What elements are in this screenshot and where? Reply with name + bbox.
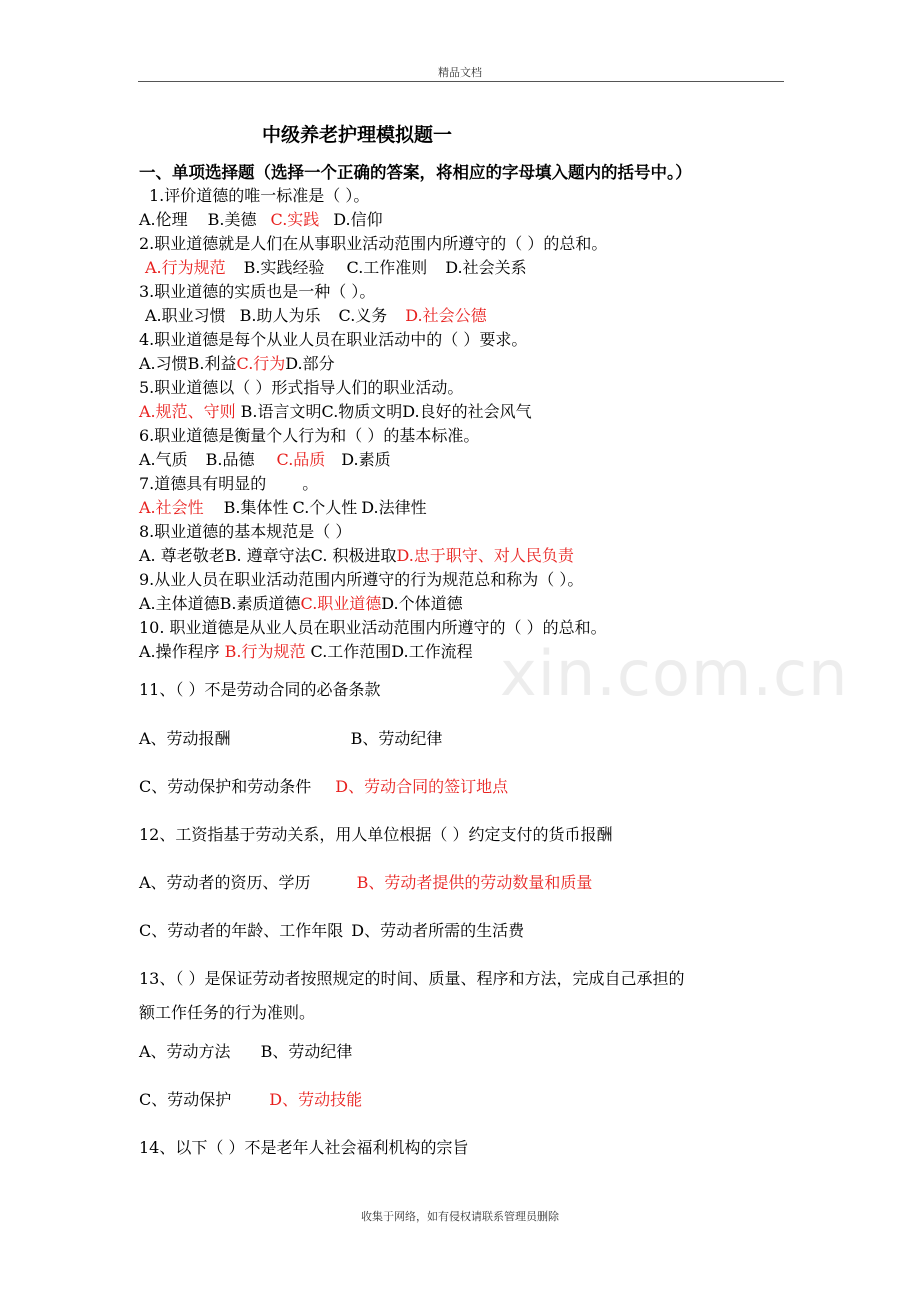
option-d: D.工作流程 [391, 642, 473, 661]
option-a: A.习惯 [139, 354, 188, 373]
option-c-answer: C.品质 [276, 450, 326, 469]
option-b-answer: B.行为规范 [224, 642, 306, 661]
option-d-answer: D.社会公德 [405, 306, 487, 325]
option-b: B. 遵章守法 [224, 546, 311, 565]
question-8-stem: 8.职业道德的基本规范是（ ） [139, 522, 352, 541]
question-7-stem: 7.道德具有明显的 。 [139, 474, 319, 493]
option-d: D、劳动者所需的生活费 [351, 921, 525, 940]
option-d: D.部分 [285, 354, 335, 373]
question-13-stem-continued: 额工作任务的行为准则。 [139, 1003, 316, 1022]
question-1-options [139, 210, 383, 230]
option-d: D.素质 [341, 450, 391, 469]
option-c: C、劳动者的年龄、工作年限 [139, 921, 344, 940]
question-13-options-ab [139, 1042, 352, 1062]
question-9-options [139, 594, 463, 614]
option-c-answer: C.职业道德 [300, 594, 382, 613]
option-d: D.法律性 [361, 498, 427, 517]
option-a-answer: A.规范、守则 [139, 402, 236, 421]
page-header: 精品文档 [438, 66, 482, 79]
question-12-options-cd [139, 921, 524, 941]
question-11-options-ab [139, 729, 442, 749]
question-4-options [139, 354, 335, 374]
question-9-stem: 9.从业人员在职业活动范围内所遵守的行为规范总和称为（ ）。 [139, 570, 584, 589]
option-c: C.物质文明 [321, 402, 403, 421]
option-d: D.良好的社会风气 [402, 402, 532, 421]
option-b-answer: B、劳动者提供的劳动数量和质量 [356, 873, 593, 892]
question-12-options-ab [139, 873, 592, 893]
question-6-options [139, 450, 391, 470]
option-b: B、劳动纪律 [350, 729, 443, 748]
option-d: D.社会关系 [445, 258, 527, 277]
option-c: C、劳动保护 [139, 1090, 232, 1109]
option-d-answer: D.忠于职守、对人民负责 [396, 546, 574, 565]
option-c: C、劳动保护和劳动条件 [139, 777, 312, 796]
question-10-options [139, 642, 473, 662]
question-5-options [139, 402, 532, 422]
option-b: B.利益 [187, 354, 237, 373]
option-b: B.语言文明 [240, 402, 322, 421]
option-b: B.美德 [207, 210, 257, 229]
question-4-stem: 4.职业道德是每个从业人员在职业活动中的（ ）要求。 [139, 330, 528, 349]
question-14-stem: 14、以下（ ）不是老年人社会福利机构的宗旨 [139, 1138, 469, 1157]
question-11-stem: 11、（ ）不是劳动合同的必备条款 [139, 680, 381, 699]
question-10-stem: 10. 职业道德是从业人员在职业活动范围内所遵守的（ ）的总和。 [139, 618, 607, 637]
option-a: A.职业习惯 [145, 306, 226, 325]
option-d: D.个体道德 [381, 594, 463, 613]
option-d-answer: D、劳动合同的签订地点 [335, 777, 509, 796]
option-a: A.伦理 [139, 210, 188, 229]
question-1-stem: 1.评价道德的唯一标准是（ ）。 [149, 186, 370, 205]
page-footer: 收集于网络，如有侵权请联系管理员删除 [361, 1210, 559, 1223]
option-a-answer: A.社会性 [139, 498, 204, 517]
option-a: A.操作程序 [139, 642, 220, 661]
option-a: A、劳动报酬 [139, 729, 231, 748]
option-c: C. 积极进取 [310, 546, 397, 565]
option-c-answer: C.行为 [236, 354, 286, 373]
option-a: A.气质 [139, 450, 188, 469]
question-13-options-cd [139, 1090, 362, 1110]
section-heading: 一、单项选择题（选择一个正确的答案，将相应的字母填入题内的括号中。） [139, 163, 692, 182]
option-b: B.素质道德 [219, 594, 301, 613]
question-2-stem: 2.职业道德就是人们在从事职业活动范围内所遵守的（ ）的总和。 [139, 234, 608, 253]
question-11-options-cd [139, 777, 508, 797]
question-5-stem: 5.职业道德以（ ）形式指导人们的职业活动。 [139, 378, 464, 397]
option-c-answer: C.实践 [270, 210, 320, 229]
option-b: B.品德 [205, 450, 255, 469]
question-3-stem: 3.职业道德的实质也是一种（ ）。 [139, 282, 376, 301]
watermark: xin.com.cn [500, 637, 849, 710]
option-a: A、劳动方法 [139, 1042, 231, 1061]
option-b: B.实践经验 [243, 258, 325, 277]
question-2-options [145, 258, 527, 278]
option-b: B.助人为乐 [239, 306, 321, 325]
option-d-answer: D、劳动技能 [269, 1090, 363, 1109]
option-a: A.主体道德 [139, 594, 220, 613]
question-12-stem: 12、工资指基于劳动关系，用人单位根据（ ）约定支付的货币报酬 [139, 825, 613, 844]
option-c: C.个人性 [292, 498, 358, 517]
option-b: B、劳动纪律 [260, 1042, 353, 1061]
option-a: A. 尊老敬老 [139, 546, 225, 565]
question-7-options [139, 498, 427, 518]
option-b: B.集体性 [223, 498, 289, 517]
question-3-options [145, 306, 487, 326]
option-c: C.工作准则 [346, 258, 428, 277]
document-title: 中级养老护理模拟题一 [262, 124, 453, 146]
option-c: C.工作范围 [310, 642, 392, 661]
option-d: D.信仰 [333, 210, 383, 229]
question-6-stem: 6.职业道德是衡量个人行为和（ ）的基本标准。 [139, 426, 480, 445]
question-8-options [139, 546, 574, 566]
question-13-stem: 13、（ ）是保证劳动者按照规定的时间、质量、程序和方法，完成自己承担的 [139, 969, 685, 988]
option-c: C.义务 [338, 306, 388, 325]
header-divider [138, 81, 784, 82]
option-a: A、劳动者的资历、学历 [139, 873, 311, 892]
option-a-answer: A.行为规范 [145, 258, 226, 277]
